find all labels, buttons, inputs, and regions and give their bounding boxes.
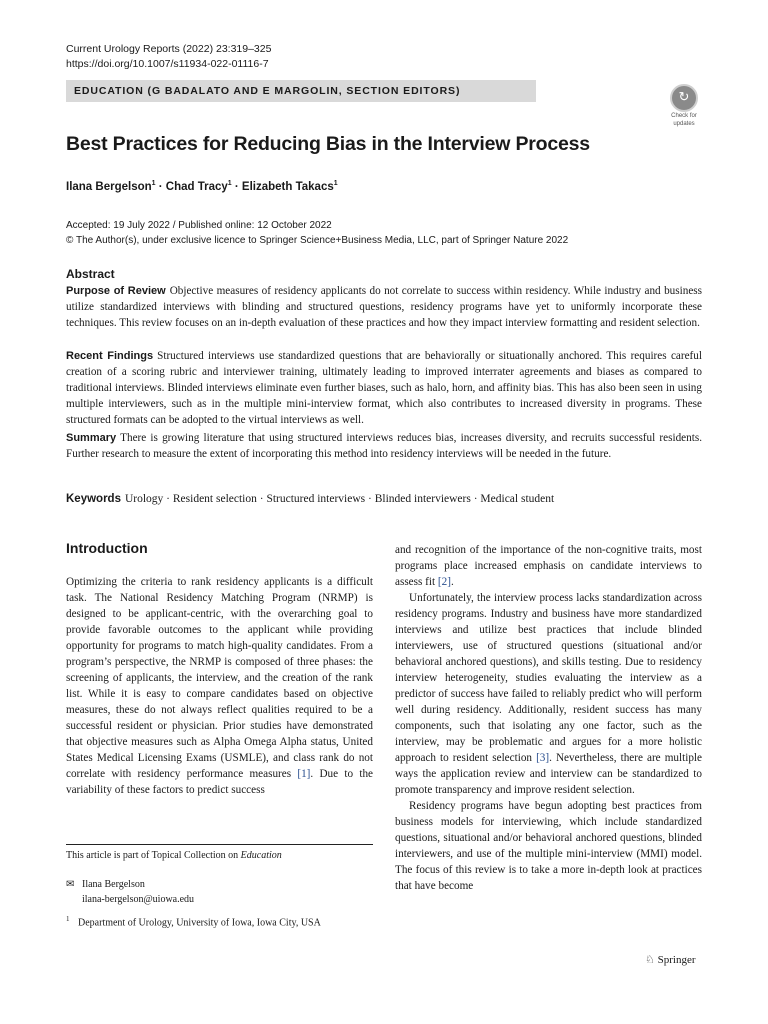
article-title: Best Practices for Reducing Bias in the Interview Process bbox=[66, 133, 590, 155]
corresponding-author bbox=[66, 877, 194, 907]
left-column bbox=[66, 574, 373, 798]
publisher-name: Springer bbox=[657, 954, 696, 966]
intro-paragraph bbox=[395, 542, 702, 590]
journal-citation bbox=[66, 42, 271, 72]
author-affiliation-sup: 1 bbox=[333, 180, 338, 187]
abstract-summary bbox=[66, 430, 702, 462]
doi-link[interactable]: https://doi.org/10.1007/s11934-022-01116-7 bbox=[66, 58, 269, 70]
badge-label-2: updates bbox=[673, 121, 695, 127]
keywords-text: Urology · Resident selection · Structured interviews · Blinded interviewers · Medical student bbox=[124, 493, 555, 505]
intro-paragraph bbox=[395, 590, 702, 798]
publisher-logo bbox=[645, 953, 696, 966]
journal-line: Current Urology Reports (2022) 23:319–325 bbox=[66, 43, 272, 55]
purpose-label: Purpose of Review bbox=[66, 285, 166, 297]
citation-link[interactable]: [3] bbox=[536, 752, 550, 764]
collection-name: Education bbox=[240, 850, 282, 861]
footnote-divider bbox=[66, 844, 373, 845]
paragraph-text: Unfortunately, the interview process lacks standardization across residency programs. Industry and business have more standardized interviews and utilize best practices that include blinded interviewers, use of structured questions (situational and/or behavioral anchored questions), and skills testing. Due to residency interview heterogeneity, studies evaluating the interview as a predictor of success have failed to reliably predict who will perform well during residency. Additionally, resident success has many components, such that isolating any one factor, such as the interview, may be problematic and argues for a more holistic approach to resident selection bbox=[395, 592, 702, 764]
author-affiliation-sup: 1 bbox=[151, 180, 156, 187]
author-name[interactable]: Ilana Bergelson bbox=[66, 180, 152, 193]
author-separator: · bbox=[231, 180, 242, 193]
author-affiliation-sup: 1 bbox=[227, 180, 232, 187]
refresh-icon: ↻ bbox=[670, 84, 698, 112]
note-text: This article is part of Topical Collection on bbox=[66, 850, 241, 861]
intro-paragraph: Residency programs have begun adopting best practices from business models for interviewing, which include standardized questions, situational and/or behavioral anchored questions, blinded interviewers, and use of the multiple mini-interview (MMI) model. The focus of this review is to take a more in-depth look at practices that have become bbox=[395, 800, 702, 892]
abstract-purpose bbox=[66, 283, 702, 331]
envelope-icon: ✉ bbox=[66, 879, 75, 890]
badge-label-1: Check for bbox=[671, 113, 697, 119]
author-list bbox=[66, 180, 338, 193]
abstract-heading: Abstract bbox=[66, 267, 115, 281]
summary-label: Summary bbox=[66, 432, 117, 444]
corresponding-author-name: Ilana Bergelson bbox=[82, 879, 145, 890]
citation-link[interactable]: [1] bbox=[297, 768, 311, 780]
citation-link[interactable]: [2] bbox=[437, 576, 451, 588]
author-name[interactable]: Chad Tracy bbox=[165, 180, 228, 193]
paragraph-text: . bbox=[450, 576, 454, 588]
springer-horse-icon: ♘ bbox=[645, 954, 655, 966]
author-separator: · bbox=[155, 180, 166, 193]
right-column bbox=[395, 542, 702, 894]
paragraph-text: Optimizing the criteria to rank residency applicants is a difficult task. The National Residency Matching Program (NRMP) is designed to be applicant-centric, with the overarching goal to provide favorable outcomes to the applicant while providing opportunity for programs to match high-quality candidates. From a program’s perspective, the NRMP is composed of three phases: the screening of applicants, the interview, and the creation of the rank list. While it is easy to compare candidates based on objective measures, these do not always reflect qualities required to be a successful resident or physician. Prior studies have demonstrated that objective measures such as Alpha Omega Alpha status, United States Medical Licensing Exams (USMLE), and class rank do not correlate with residency performance measures bbox=[66, 576, 373, 780]
corresponding-author-email[interactable]: ilana-bergelson@uiowa.edu bbox=[82, 894, 195, 905]
introduction-heading: Introduction bbox=[66, 540, 148, 556]
affiliation-text: Department of Urology, University of Iowa, Iowa City, USA bbox=[78, 917, 321, 929]
keywords-label: Keywords bbox=[66, 493, 121, 505]
intro-paragraph bbox=[66, 574, 373, 798]
purpose-text: Objective measures of residency applicants do not correlate to success within residency. While industry and business utilize standardized interviews with blinding and structured questions, residency programs have yet to uniformly incorporate these techniques. This review focuses on an in-depth evaluation of these practices and how they impact interview formatting and resident selection. bbox=[66, 285, 702, 329]
check-for-updates-badge[interactable] bbox=[664, 84, 704, 127]
affiliation-number: 1 bbox=[66, 915, 70, 923]
paragraph-text: . Due to the variability of these factors to predict success bbox=[66, 768, 374, 796]
keywords-line bbox=[66, 493, 554, 505]
findings-text: Structured interviews use standardized questions that are behaviorally or situationally anchored. This requires careful creation of a scoring rubric and interviewer training, ultimately leading to improved interrater agreements and biases as compared to traditional interviews. Blinded interviews eliminate even further biases, such as halo, horn, and affinity bias. This has also been seen in using multiple interviewers, such as in the multiple mini-interview format, which also contributes to increased diversity in programs. These structured formats can be adopted to the virtual interviews as well. bbox=[66, 350, 702, 426]
publication-dates: Accepted: 19 July 2022 / Published online: 12 October 2022 bbox=[66, 220, 332, 231]
paragraph-text: and recognition of the importance of the non-cognitive traits, most programs place increased emphasis on candidate interviews to assess fit bbox=[395, 544, 702, 588]
summary-text: There is growing literature that using structured interviews reduces bias, increases diversity, and recruits successful residents. Further research to measure the extent of incorporating this method into residency interviews will be needed in the future. bbox=[66, 432, 702, 460]
publication-info bbox=[66, 218, 568, 248]
affiliation-note bbox=[66, 915, 321, 928]
author-name[interactable]: Elizabeth Takacs bbox=[241, 180, 334, 193]
findings-label: Recent Findings bbox=[66, 350, 154, 362]
section-banner: EDUCATION (G BADALATO AND E MARGOLIN, SECTION EDITORS) bbox=[66, 80, 536, 102]
topical-collection-note bbox=[66, 850, 282, 861]
abstract-findings bbox=[66, 348, 702, 428]
paragraph-text: . Nevertheless, there are multiple ways the application review and interview can be standardized to promote transparency and improve resident selection. bbox=[395, 752, 702, 796]
copyright-line: © The Author(s), under exclusive licence to Springer Science+Business Media, LLC, part of Springer Nature 2022 bbox=[66, 235, 569, 246]
